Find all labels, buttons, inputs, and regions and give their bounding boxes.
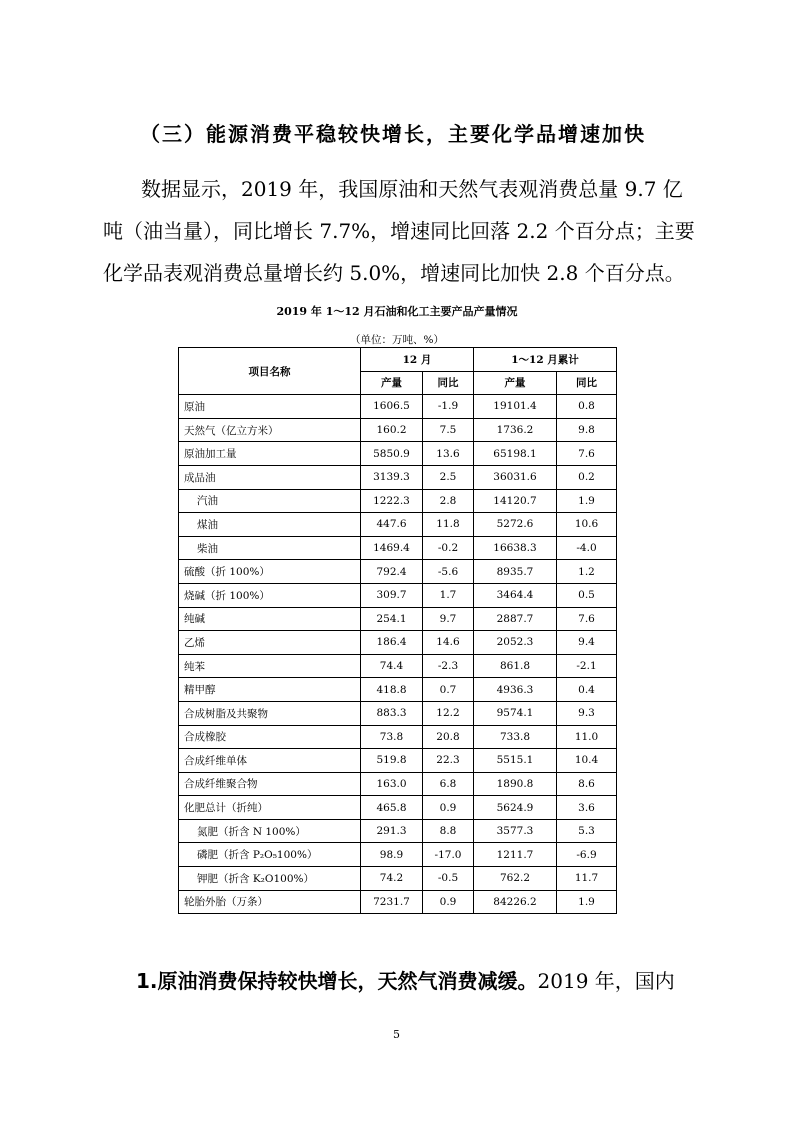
dec-output-cell: 74.2 <box>361 867 423 891</box>
header-cumulative: 1～12 月累计 <box>474 348 617 372</box>
dec-output-cell: 3139.3 <box>361 465 423 489</box>
year-yoy-cell: 0.4 <box>557 678 617 702</box>
dec-output-cell: 74.4 <box>361 654 423 678</box>
year-yoy-cell: 10.6 <box>557 513 617 537</box>
dec-output-cell: 5850.9 <box>361 442 423 466</box>
body-paragraph <box>103 168 703 294</box>
dec-yoy-cell: 7.5 <box>423 418 474 442</box>
year-yoy-cell: 9.8 <box>557 418 617 442</box>
table-row <box>179 418 617 442</box>
product-name-cell: 硫酸（折 100%） <box>179 560 361 584</box>
product-name-cell: 纯碱 <box>179 607 361 631</box>
header-year-yoy: 同比 <box>557 371 617 395</box>
dec-yoy-cell: 1.7 <box>423 583 474 607</box>
table-unit: （单位：万吨、%） <box>350 334 444 346</box>
year-output-cell: 1211.7 <box>474 843 557 867</box>
year-yoy-cell: -2.1 <box>557 654 617 678</box>
dec-yoy-cell: 14.6 <box>423 631 474 655</box>
year-yoy-cell: 0.5 <box>557 583 617 607</box>
year-yoy-cell: 11.7 <box>557 867 617 891</box>
product-name-cell: 烧碱（折 100%） <box>179 583 361 607</box>
product-name-cell: 钾肥（折含 K₂O100%） <box>179 867 361 891</box>
table-row <box>179 725 617 749</box>
year-output-cell: 4936.3 <box>474 678 557 702</box>
production-table <box>178 347 617 914</box>
dec-output-cell: 254.1 <box>361 607 423 631</box>
product-name-cell: 化肥总计（折纯） <box>179 796 361 820</box>
dec-yoy-cell: 2.5 <box>423 465 474 489</box>
year-output-cell: 861.8 <box>474 654 557 678</box>
product-name-cell: 合成树脂及共聚物 <box>179 701 361 725</box>
year-output-cell: 5515.1 <box>474 749 557 773</box>
product-name-cell: 汽油 <box>179 489 361 513</box>
year-yoy-cell: 7.6 <box>557 442 617 466</box>
dec-output-cell: 73.8 <box>361 725 423 749</box>
table-row <box>179 796 617 820</box>
product-name-cell: 合成纤维单体 <box>179 749 361 773</box>
product-name-cell: 合成纤维聚合物 <box>179 772 361 796</box>
subsection-text: 2019 年，国内 <box>537 969 675 993</box>
table-row <box>179 819 617 843</box>
dec-yoy-cell: 20.8 <box>423 725 474 749</box>
year-output-cell: 1736.2 <box>474 418 557 442</box>
dec-yoy-cell: -0.2 <box>423 536 474 560</box>
table-row <box>179 631 617 655</box>
table-row <box>179 442 617 466</box>
table-row <box>179 607 617 631</box>
dec-output-cell: 291.3 <box>361 819 423 843</box>
dec-yoy-cell: -5.6 <box>423 560 474 584</box>
table-row <box>179 843 617 867</box>
year-yoy-cell: 1.2 <box>557 560 617 584</box>
header-item-name: 项目名称 <box>179 348 361 395</box>
dec-yoy-cell: 6.8 <box>423 772 474 796</box>
subsection-line <box>136 965 675 994</box>
subsection-heading: 1.原油消费保持较快增长，天然气消费减缓。 <box>136 969 538 993</box>
table-row <box>179 701 617 725</box>
year-output-cell: 36031.6 <box>474 465 557 489</box>
year-output-cell: 2887.7 <box>474 607 557 631</box>
product-name-cell: 合成橡胶 <box>179 725 361 749</box>
year-output-cell: 16638.3 <box>474 536 557 560</box>
dec-output-cell: 465.8 <box>361 796 423 820</box>
dec-yoy-cell: 0.7 <box>423 678 474 702</box>
table-row <box>179 867 617 891</box>
product-name-cell: 成品油 <box>179 465 361 489</box>
dec-yoy-cell: 9.7 <box>423 607 474 631</box>
table-title: 2019 年 1～12 月石油和化工主要产品产量情况 <box>276 305 518 318</box>
product-name-cell: 乙烯 <box>179 631 361 655</box>
year-output-cell: 65198.1 <box>474 442 557 466</box>
dec-yoy-cell: 8.8 <box>423 819 474 843</box>
dec-yoy-cell: 2.8 <box>423 489 474 513</box>
year-output-cell: 5624.9 <box>474 796 557 820</box>
table-row <box>179 560 617 584</box>
table-row <box>179 654 617 678</box>
year-output-cell: 3577.3 <box>474 819 557 843</box>
year-yoy-cell: 7.6 <box>557 607 617 631</box>
dec-output-cell: 792.4 <box>361 560 423 584</box>
table-row <box>179 678 617 702</box>
dec-yoy-cell: 11.8 <box>423 513 474 537</box>
year-output-cell: 8935.7 <box>474 560 557 584</box>
table-row <box>179 395 617 419</box>
table-row <box>179 536 617 560</box>
year-yoy-cell: 3.6 <box>557 796 617 820</box>
section-heading: （三）能源消费平稳较快增长，主要化学品增速加快 <box>140 122 646 146</box>
table-row <box>179 489 617 513</box>
table-row <box>179 749 617 773</box>
dec-output-cell: 309.7 <box>361 583 423 607</box>
year-output-cell: 1890.8 <box>474 772 557 796</box>
year-output-cell: 3464.4 <box>474 583 557 607</box>
product-name-cell: 原油 <box>179 395 361 419</box>
dec-yoy-cell: -0.5 <box>423 867 474 891</box>
dec-yoy-cell: 0.9 <box>423 890 474 914</box>
paragraph-line: 数据显示，2019 年，我国原油和天然气表观消费总量 9.7 亿 <box>141 177 683 201</box>
year-yoy-cell: 1.9 <box>557 890 617 914</box>
dec-yoy-cell: 0.9 <box>423 796 474 820</box>
dec-output-cell: 186.4 <box>361 631 423 655</box>
year-output-cell: 2052.3 <box>474 631 557 655</box>
product-name-cell: 柴油 <box>179 536 361 560</box>
year-yoy-cell: 8.6 <box>557 772 617 796</box>
dec-output-cell: 7231.7 <box>361 890 423 914</box>
year-yoy-cell: -6.9 <box>557 843 617 867</box>
dec-output-cell: 163.0 <box>361 772 423 796</box>
dec-output-cell: 1469.4 <box>361 536 423 560</box>
dec-yoy-cell: -2.3 <box>423 654 474 678</box>
year-yoy-cell: 9.3 <box>557 701 617 725</box>
dec-output-cell: 418.8 <box>361 678 423 702</box>
dec-output-cell: 98.9 <box>361 843 423 867</box>
year-yoy-cell: 10.4 <box>557 749 617 773</box>
year-yoy-cell: 11.0 <box>557 725 617 749</box>
paragraph-line: 化学品表观消费总量增长约 5.0%，增速同比加快 2.8 个百分点。 <box>103 261 685 285</box>
year-yoy-cell: 5.3 <box>557 819 617 843</box>
product-name-cell: 煤油 <box>179 513 361 537</box>
year-yoy-cell: 9.4 <box>557 631 617 655</box>
year-yoy-cell: -4.0 <box>557 536 617 560</box>
table-row <box>179 890 617 914</box>
year-yoy-cell: 1.9 <box>557 489 617 513</box>
year-output-cell: 19101.4 <box>474 395 557 419</box>
product-name-cell: 天然气（亿立方米） <box>179 418 361 442</box>
product-name-cell: 磷肥（折含 P₂O₅100%） <box>179 843 361 867</box>
table-row <box>179 465 617 489</box>
paragraph-line: 吨（油当量），同比增长 7.7%，增速同比回落 2.2 个百分点；主要 <box>103 219 695 243</box>
header-year-output: 产量 <box>474 371 557 395</box>
dec-yoy-cell: 22.3 <box>423 749 474 773</box>
dec-yoy-cell: -17.0 <box>423 843 474 867</box>
dec-output-cell: 1222.3 <box>361 489 423 513</box>
product-name-cell: 精甲醇 <box>179 678 361 702</box>
dec-yoy-cell: 13.6 <box>423 442 474 466</box>
dec-output-cell: 883.3 <box>361 701 423 725</box>
product-name-cell: 轮胎外胎（万条） <box>179 890 361 914</box>
year-output-cell: 5272.6 <box>474 513 557 537</box>
dec-output-cell: 519.8 <box>361 749 423 773</box>
dec-output-cell: 160.2 <box>361 418 423 442</box>
header-dec-output: 产量 <box>361 371 423 395</box>
page-number: 5 <box>393 1028 400 1041</box>
dec-yoy-cell: -1.9 <box>423 395 474 419</box>
header-dec-yoy: 同比 <box>423 371 474 395</box>
year-yoy-cell: 0.8 <box>557 395 617 419</box>
product-name-cell: 原油加工量 <box>179 442 361 466</box>
table-row <box>179 583 617 607</box>
year-output-cell: 14120.7 <box>474 489 557 513</box>
product-name-cell: 氮肥（折含 N 100%） <box>179 819 361 843</box>
header-december: 12 月 <box>361 348 474 372</box>
year-output-cell: 733.8 <box>474 725 557 749</box>
dec-output-cell: 447.6 <box>361 513 423 537</box>
year-yoy-cell: 0.2 <box>557 465 617 489</box>
dec-output-cell: 1606.5 <box>361 395 423 419</box>
year-output-cell: 9574.1 <box>474 701 557 725</box>
year-output-cell: 84226.2 <box>474 890 557 914</box>
year-output-cell: 762.2 <box>474 867 557 891</box>
product-name-cell: 纯苯 <box>179 654 361 678</box>
table-row <box>179 772 617 796</box>
table-row <box>179 513 617 537</box>
dec-yoy-cell: 12.2 <box>423 701 474 725</box>
